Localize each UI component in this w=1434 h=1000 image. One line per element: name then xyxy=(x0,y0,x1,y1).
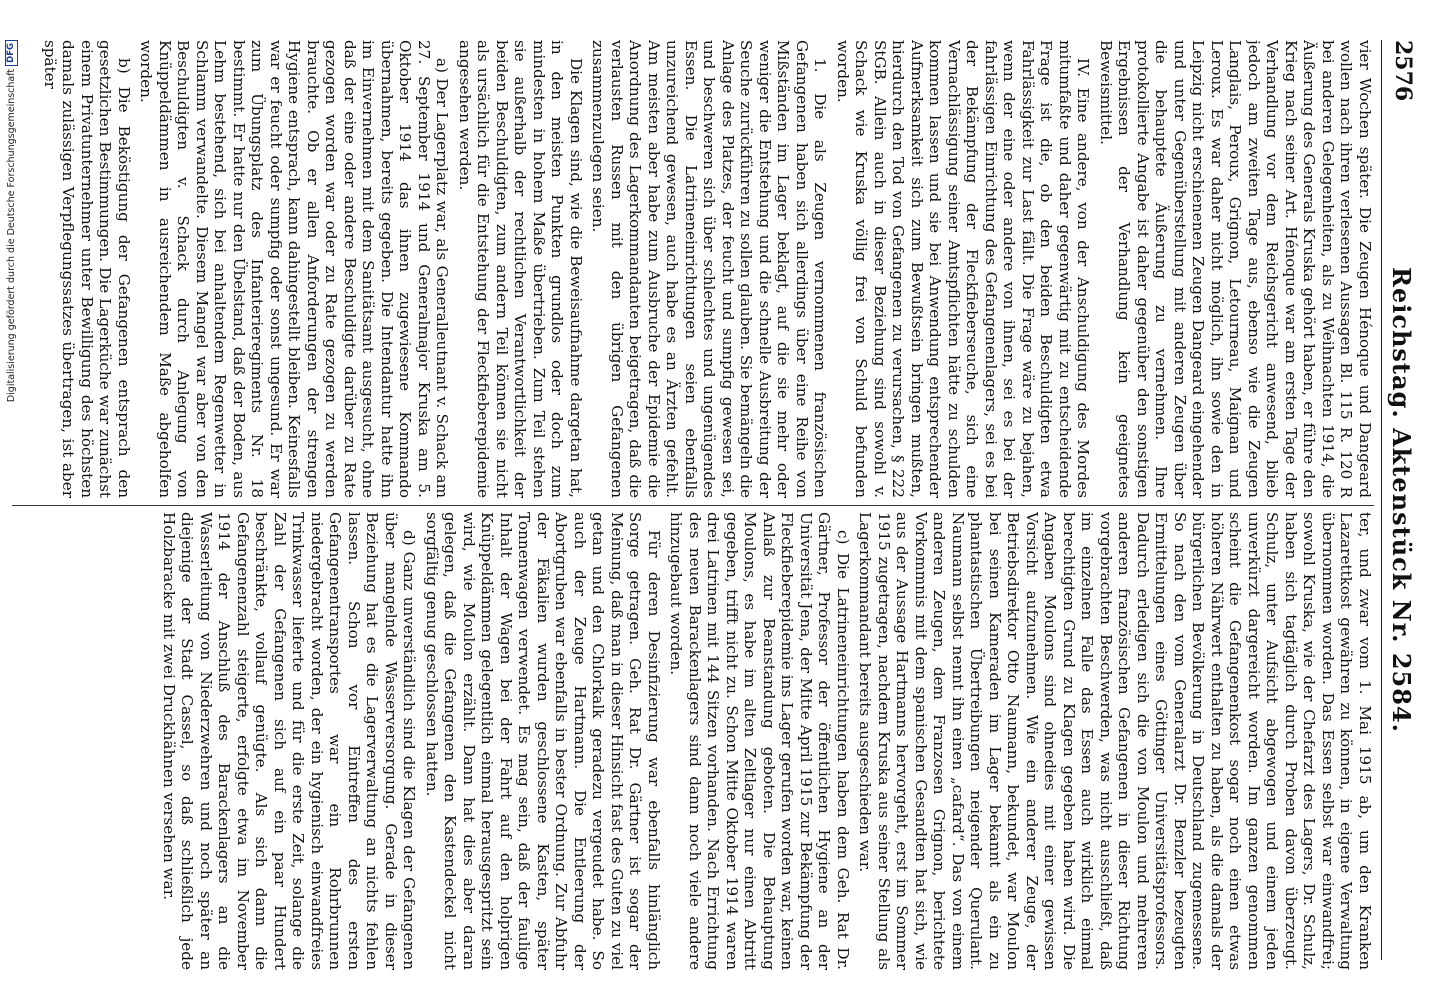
paragraph: c) Die Latrineneinrichtungen haben dem Geh. Rat Dr. Gärtner, Professor der öffentlichen Hygiene an der Universität Jena, der Mitte April 1915 zur Bekämpfung der Fleckfieberepidemie ins Lager gerufen worden war, keinen Anlaß zur Beanstandung geboten. Die Behauptung Moulons, es habe im alten Zeltlager nur einen Abtritt gegeben, trifft nicht zu. Schon Mitte Oktober 1914 waren drei Latrinen mit 144 Sitzen vorhanden. Nach Errichtung des neuen Barackenlagers sind dann noch viele andere hinzugebaut worden. xyxy=(667,512,852,970)
paragraph: vier Wochen später. Die Zeugen Hénoque und Dangeard wollen nach ihren verlesenen Aussagen Bl. 115 R. 120 R bei anderen Gelegenheiten, als zu Weihnachten 1914, die Äußerung des Generals Kruska gehört haben, er führe den Krieg nach seiner Art. Hénoque war am ersten Tage der Verhandlung vor dem Reichsgericht anwesend, blieb jedoch am zweiten Tage aus, ebenso wie die Zeugen Langlais, Peroux, Grignon, Letourneau, Maignan und Leroux. Es war daher nicht möglich, ihn sowie den in Leipzig nicht erschienenen Zeugen Dangeard eingehender und unter Gegenüberstellung mit anderen Zeugen über die behauptete Äußerung zu vernehmen. Ihre protokollierte Angabe ist daher gegenüber den sonstigen Ergebnissen der Verhandlung kein geeignetes Beweismittel. xyxy=(1097,40,1374,498)
credit-text: Digitalisierung gefördert durch die Deutsche Forschungsgemeinschaft xyxy=(6,68,17,403)
paragraph: d) Ganz unverständlich sind die Klagen der Gefangenen über mangelnde Wasserversorgung. Gerade in dieser Beziehung hat es die Lagerverwaltung an nichts fehlen lassen. Schon vor Eintreffen des ersten Gefangenentransportes war ein Rohrbrunnen niedergebracht worden, der ein hygienisch einwandfreies Trinkwasser lieferte und für die erste Zeit, solange die Zahl der Gefangenen sich auf ein paar Hundert beschränkte, vollauf genügte. Als sich dann die Gefangenenzahl steigerte, erfolgte etwa im November 1914 der Anschluß des Barackenlagers an die Wasserleitung von Niederzwehren und noch später an diejenige der Stadt Cassel, so daß schließlich jede Holzbaracke mit zwei Druckhähnen versehen war. xyxy=(160,512,419,970)
paragraph: a) Der Lagerplatz war, als Generalleutnant v. Schack am 27. September 1914 und Generalmajor Kruska am 5. Oktober 1914 das ihnen zugewiesene Kommando übernahmen, bereits gegeben. Die Intendantur hatte ihn im Einvernehmen mit dem Sanitätsamt ausgesucht, ohne daß der eine oder andere Beschuldigte darüber zu Rate gezogen worden war oder zu Rate gezogen zu werden brauchte. Ob er allen Anforderungen der strengen Hygiene entsprach, kann dahingestellt bleiben. Keinesfalls war er feucht oder sumpfig oder sonst ungesund. Er war zum Übungsplatz des Infanterieregiments Nr. 18 bestimmt. Er hatte nur den Übelstand, daß der Boden, aus Lehm bestehend, sich bei anhaltendem Regenwetter in Schlamm verwandelte. Diesem Mangel war aber von den Beschuldigten v. Schack durch Anlegung von Knüppeldämmen in ausreichendem Maße abgeholfen worden. xyxy=(137,40,452,498)
paragraph: Für deren Desinfizierung war ebenfalls hinlänglich Sorge getragen. Geh. Rat Dr. Gärtner ist sogar der Meinung, daß man in dieser Hinsicht fast des Guten zu viel getan und den Chlorkalk geradezu vergeudet habe. So auch der Zeuge Hartmann. Die Entleerung der Abortgruben war ebenfalls in bester Ordnung. Zur Abfuhr der Fäkalien wurden geschlossene Kasten, später Tonnenwagen verwendet. Es mag sein, daß der faulige Inhalt der Wagen bei der Fahrt auf den holprigen Knüppeldämmen gelegentlich einmal herausgespritzt sein wird, wie Moulon erzählt. Dann hat dies aber daran gelegen, daß die Gefangenen den Kastendeckel nicht sorgfältig genug geschlossen hatten. xyxy=(423,512,663,970)
running-title: Reichstag. Aktenstück Nr. 2584. xyxy=(1387,267,1416,733)
digitization-credit xyxy=(4,40,20,992)
text-column-left xyxy=(12,40,1374,498)
dfg-logo: DFG xyxy=(5,40,18,66)
page-number: 2576 xyxy=(1390,40,1416,102)
text-column-right xyxy=(12,512,1374,970)
page-header xyxy=(1384,40,1416,960)
paragraph: IV. Eine andere, von der Anschuldigung des Mordes mitumfaßte und daher gegenwärtig mit zu entscheidende Frage ist die, ob den beiden Beschuldigten etwa Fahrlässigkeit zur Last fällt. Die Frage wäre zu bejahen, wenn der eine oder andere von ihnen, sei es bei der fahrlässigen Einrichtung des Gefangenenlagers, sei es bei der Bekämpfung der Fleckfieberseuche, sich eine Vernachlässigung seiner Amtspflichten hätte zu schulden kommen lassen und sie bei Anwendung entsprechender Aufmerksamkeit sich zum Bewußtsein bringen mußten, hierdurch den Tod von Gefangenen zu verursachen, § 222 StGB. Allein auch in dieser Beziehung sind sowohl v. Schack wie Kruska völlig frei von Schuld befunden worden. xyxy=(834,40,1093,498)
paragraph: b) Die Beköstigung der Gefangenen entsprach den gesetzlichen Bestimmungen. Die Lagerküche war zunächst einem Privatunternehmer unter Bewilligung des höchsten damals zulässigen Verpflegungssatzes übertragen, ist aber später xyxy=(41,40,133,498)
paragraph: Die Klagen sind, wie die Beweisaufnahme dargetan hat, in den meisten Punkten grundlos oder doch zum mindesten in hohem Maße übertrieben. Zum Teil stehen sie außerhalb der rechtlichen Verantwortlichkeit der beiden Beschuldigten, zum andern Teil können sie nicht als ursächlich für die Entstehung der Fleckfieberepidemie angesehen werden. xyxy=(456,40,585,498)
column-divider xyxy=(12,505,1374,506)
paragraph: ter, und zwar vom 1. Mai 1915 ab, um den Kranken Lazarettkost gewähren zu können, in eigene Verwaltung übernommen worden. Das Essen selbst war einwandfrei; sowohl Kruska, wie der Chefarzt des Lagers, Dr. Schulz, haben sich tagtäglich durch Proben davon überzeugt. Schulz, unter Aufsicht abgewogen und einem jeden unverkürzt dargereicht worden. Im ganzen genommen scheint die Gefangenenkost sogar noch einen etwas höheren Nährwert enthalten zu haben, als die damals der bürgerlichen Bevölkerung in Deutschland zugemessene. So nach den vom Generalarzt Dr. Benzler bezeugten Ermittelungen eines Göttinger Universitätsprofessors. Dadurch erledigen sich die von Moulon und mehreren anderen französischen Gefangenen in dieser Richtung vorgebrachten Beschwerden, was nicht ausschließt, daß im einzelnen Falle das Essen auch wirklich einmal berechtigten Grund zu Klagen gegeben haben wird. Die Angaben Moulons sind ohnedies mit einer gewissen Vorsicht aufzunehmen. Wie ein anderer Zeuge, der Betriebsdirektor Otto Naumann, bekundet, war Moulon bei seinen Kameraden im Lager bekannt als ein zu phantastischen Übertreibungen neigender Querulant. Naumann selbst nennt ihn einen „cafard“. Das von einem anderen Zeugen, dem Franzosen Grignon, berichtete Vorkommnis mit dem spanischen Gesandten hat sich, wie aus der Aussage Hartmanns hervorgeht, erst im Sommer 1915 zugetragen, nachdem Kruska aus seiner Stellung als Lagerkommandant bereits ausgeschieden war. xyxy=(856,512,1374,970)
header-rule xyxy=(1381,40,1382,960)
paragraph: 1. Die als Zeugen vernommenen französischen Gefangenen haben sich allerdings über eine Reihe von Mißständen im Lager beklagt, auf die sie mehr oder weniger die Entstehung und die schnelle Ausbreitung der Seuche zurückführen zu sollen glauben. Sie bemängeln die Anlage des Platzes, der feucht und sumpfig gewesen sei, und beschweren sich über schlechtes und ungenügendes Essen. Die Latrineneinrichtungen seien ebenfalls unzureichend gewesen, auch habe es an Ärzten gefehlt. Am meisten aber habe zum Ausbruche der Epidemie die Anordnung des Lagerkommandanten beigetragen, daß die verlausten Russen mit den übrigen Gefangenen zusammenzulegen seien. xyxy=(589,40,830,498)
